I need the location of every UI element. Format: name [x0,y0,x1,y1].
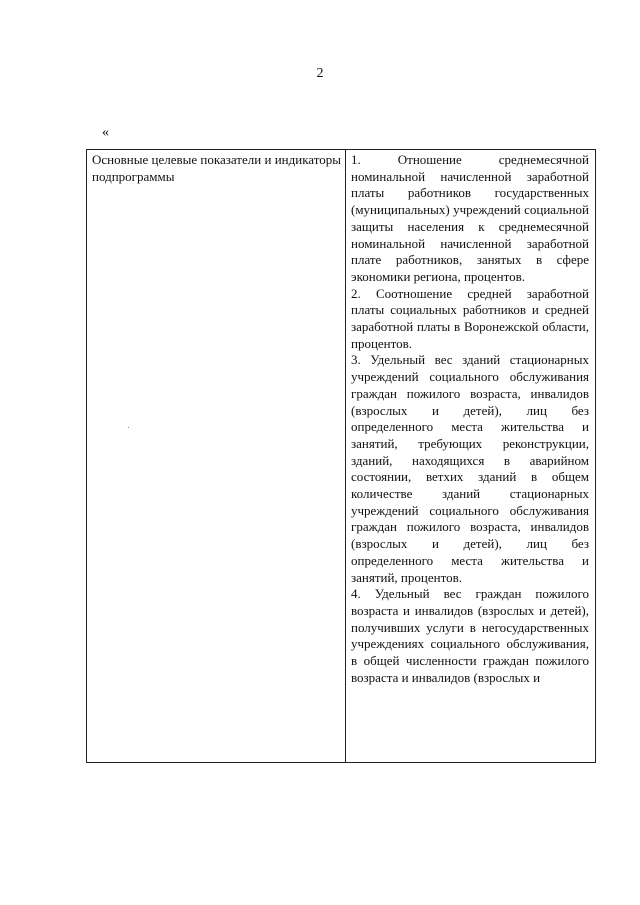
indicator-item-2: 2. Соотношение средней заработной платы социальных работников и средней заработной платы в Воронежской области, процентов. [351,285,589,351]
table-indicators-cell [351,152,589,687]
indicators-table [86,149,596,763]
opening-quote-mark: « [102,125,109,140]
table-label-cell: Основные целевые показатели и индикаторы подпрограммы [92,152,341,184]
column-divider [345,150,346,762]
indicator-item-4: 4. Удельный вес граждан пожилого возраста и инвалидов (взрослых и детей), получивших услуги в негосударственных учреждениях социального обслуживания, в общей численности граждан пожилого возраста и инвалидов (взрослых и [351,586,589,685]
indicator-item-1: 1. Отношение среднемесячной номинальной начисленной заработной платы работников государственных (муниципальных) учреждений социальной защиты населения к среднемесячной номинальной начисленной заработной плате работников, занятых в сфере экономики региона, процентов. [351,152,589,284]
indicator-item-3: 3. Удельный вес зданий стационарных учреждений социального обслуживания граждан пожилого возраста, инвалидов (взрослых и детей), лиц без определенного места жительства и занятий, требующих реконструкции, зданий, находящихся в аварийном состоянии, ветхих зданий в общем количестве зданий стационарных учреждений социального обслуживания граждан пожилого возраста, инвалидов (взрослых и детей), лиц без определенного места жительства и занятий, процентов. [351,352,589,585]
page-number: 2 [316,66,324,81]
